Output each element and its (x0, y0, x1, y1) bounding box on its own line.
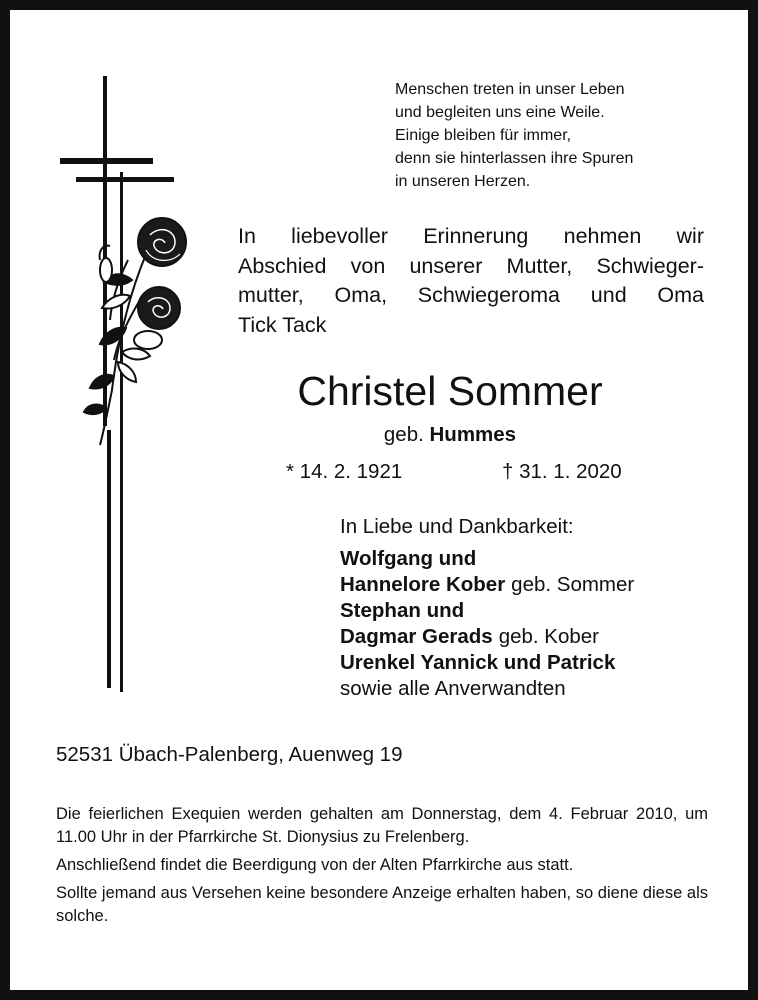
intro-line: Tick Tack (238, 312, 327, 337)
poem-line: Einige bleiben für immer, (395, 127, 572, 144)
birth-prefix: geb. (383, 423, 424, 446)
mourner-birthname: geb. Kober (498, 625, 599, 648)
roses-icon (84, 218, 186, 445)
intro-line: In liebevoller Erinnerung nehmen wir (238, 224, 704, 248)
mourners-closing: sowie alle Anverwandten (340, 677, 566, 700)
mourner-name: Stephan und (340, 599, 465, 622)
birth-surname: Hummes (429, 423, 517, 446)
mourner-name: Dagmar Gerads (340, 625, 493, 648)
burial-text: Anschließend findet die Beerdigung von der Alten Pfarrkirche aus statt. (56, 856, 574, 874)
mourner-name: Urenkel Yannick und Patrick (340, 651, 616, 674)
birth-name (240, 422, 660, 448)
poem-line: Menschen treten in unser Leben (395, 81, 625, 98)
poem (395, 78, 725, 193)
intro-line: Abschied von unserer Mutter, Schwieger- (238, 253, 704, 278)
intro-text (238, 222, 704, 340)
poem-line: und begleiten uns eine Weile. (395, 104, 605, 121)
notice-text: Sollte jemand aus Versehen keine besondere Anzeige erhalten haben, so diene diese als solche. (56, 884, 708, 925)
death-date: † 31. 1. 2020 (502, 460, 622, 483)
funeral-details (56, 803, 708, 933)
poem-line: denn sie hinterlassen ihre Spuren (395, 150, 634, 167)
address: 52531 Übach-Palenberg, Auenweg 19 (56, 743, 403, 766)
poem-line: in unseren Herzen. (395, 173, 531, 190)
mourners (340, 514, 730, 702)
intro-line: mutter, Oma, Schwiegeroma und Oma (238, 283, 704, 307)
exequien-text: Die feierlichen Exequien werden gehalten am Donnerstag, dem 4. Februar 2010, um 11.00 Uhr in der Pfarrkirche St. Dionysius zu Frelenberg. (56, 805, 708, 846)
cross-icon (60, 76, 174, 692)
birth-date: * 14. 2. 1921 (286, 460, 403, 483)
mourner-name: Hannelore Kober (340, 573, 506, 596)
deceased-name: Christel Sommer (297, 368, 603, 414)
mourner-birthname: geb. Sommer (511, 573, 635, 596)
mourner-name: Wolfgang und (340, 547, 477, 570)
mourners-heading: In Liebe und Dankbarkeit: (340, 515, 574, 538)
